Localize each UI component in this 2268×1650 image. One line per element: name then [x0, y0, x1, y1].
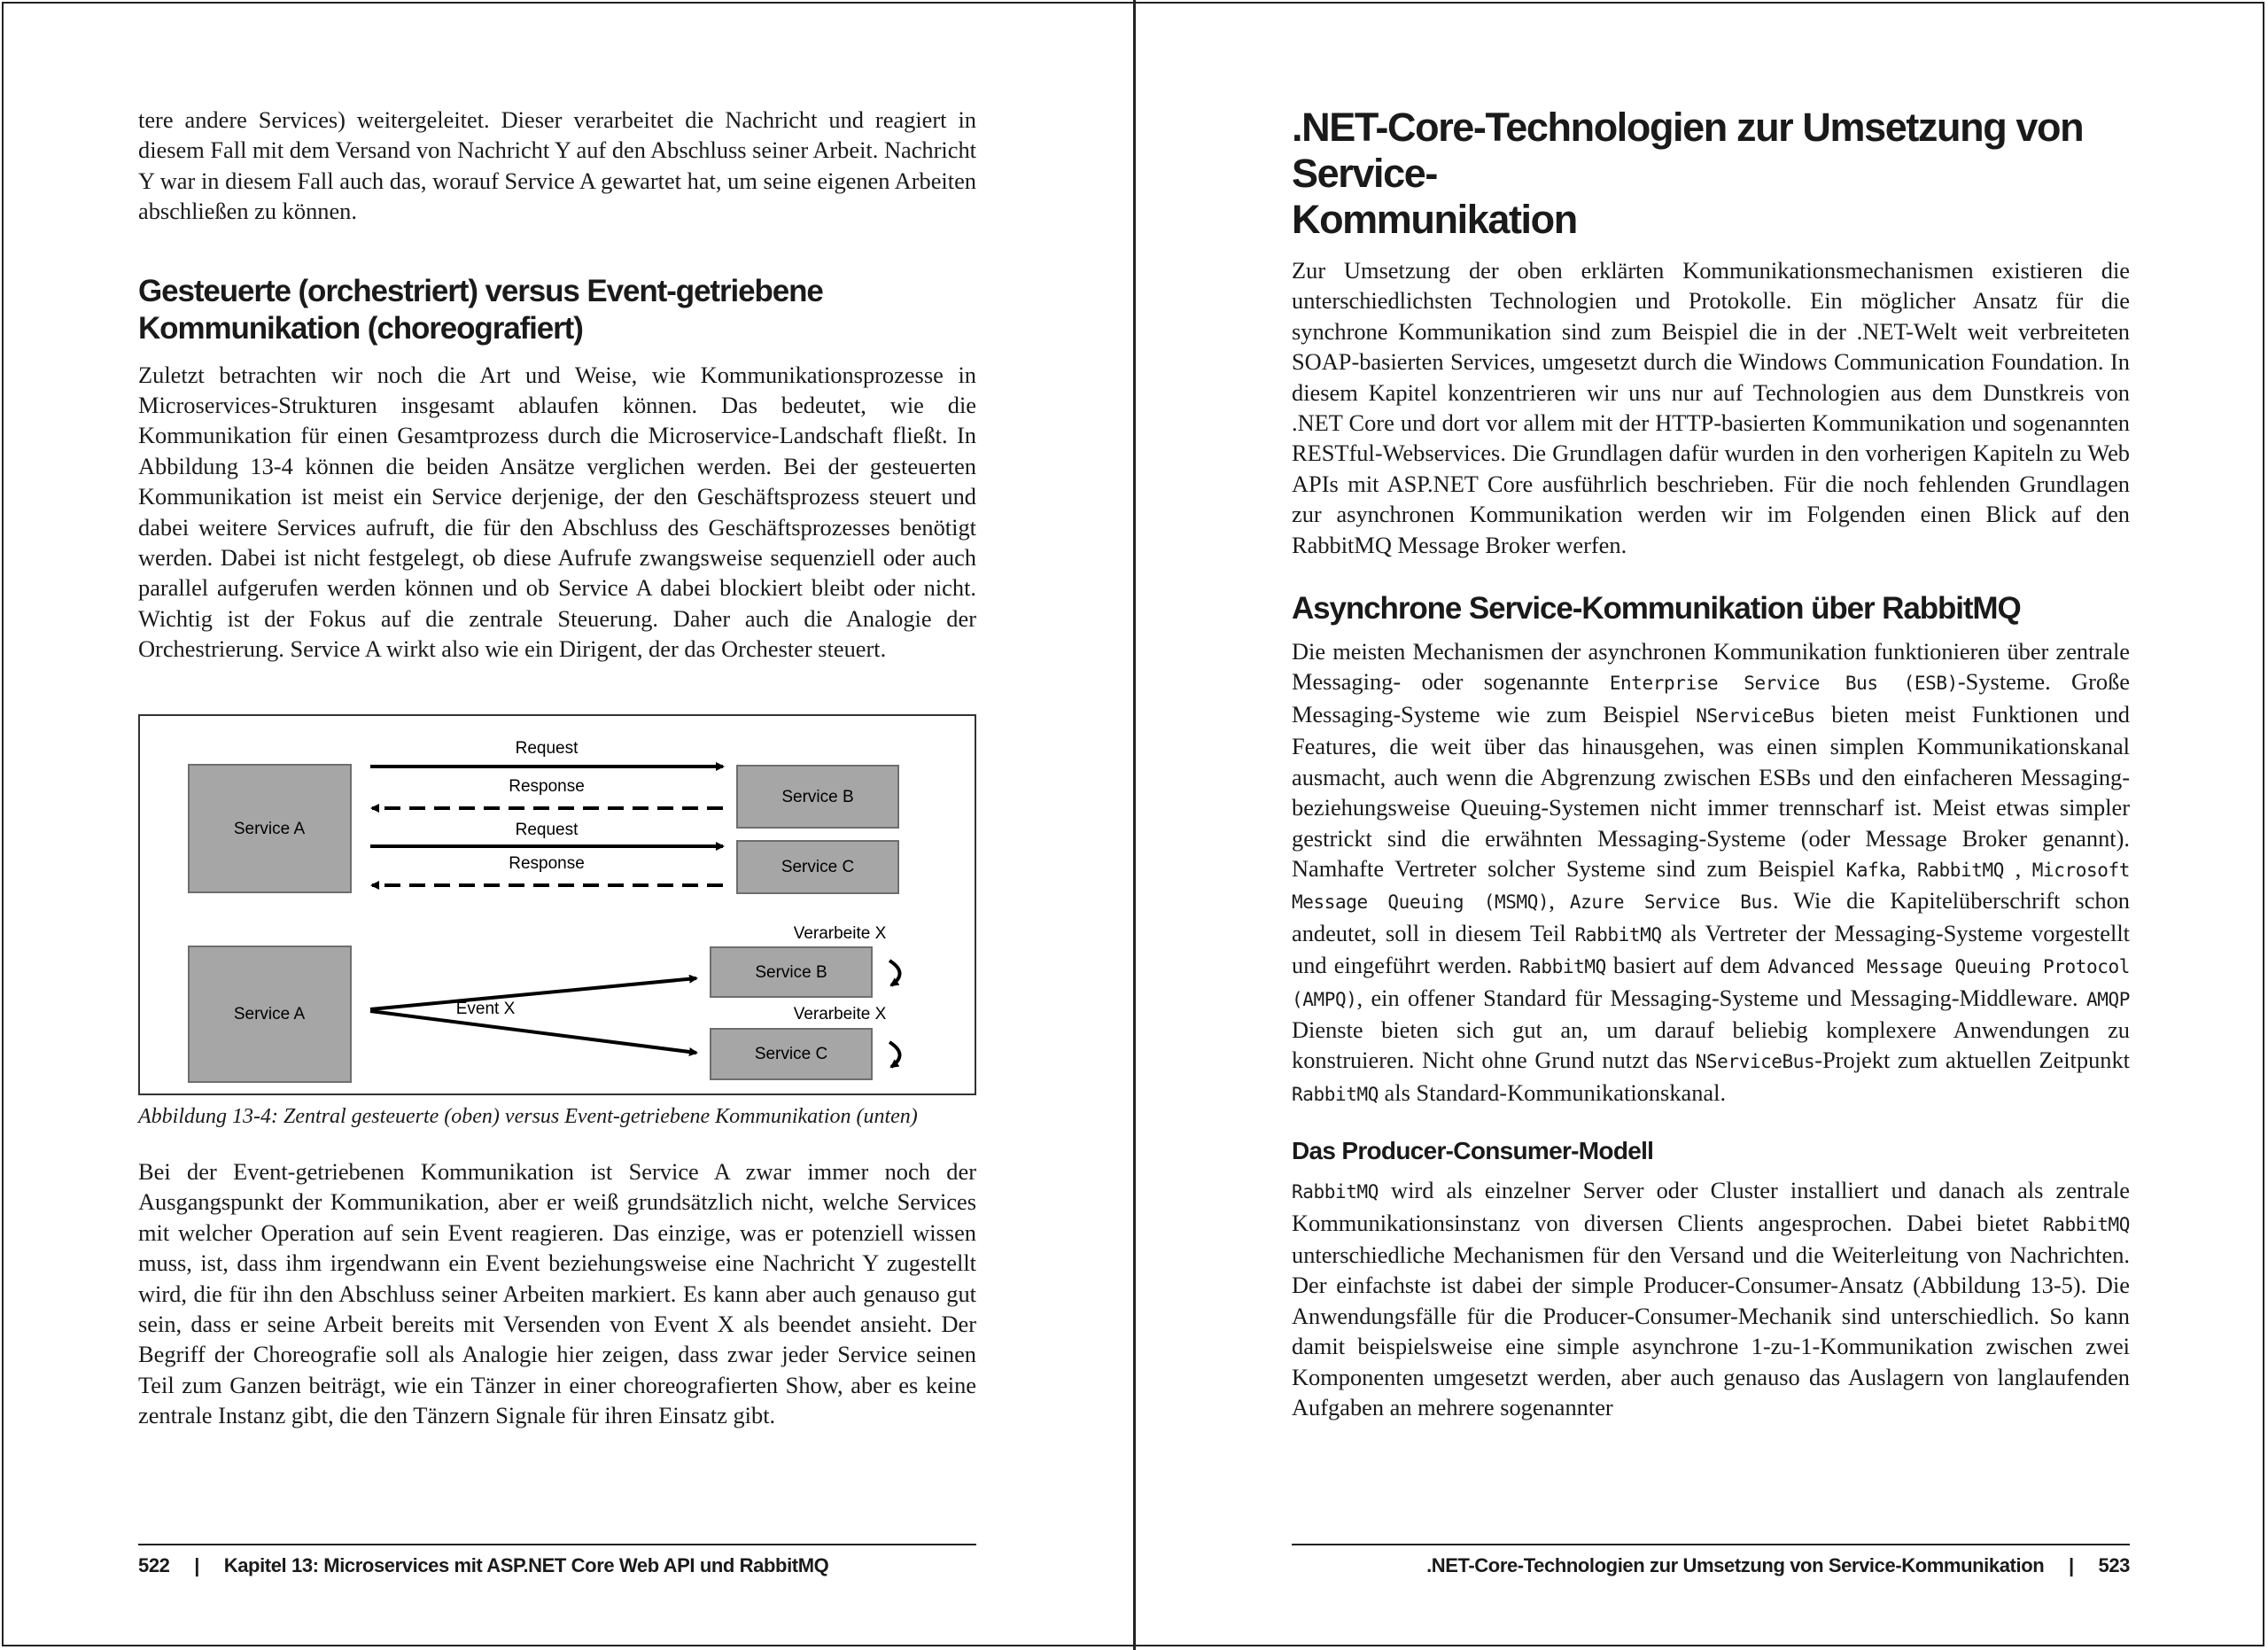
book-spine-divider	[1133, 0, 1136, 1650]
response-label-2: Response	[509, 854, 585, 873]
bottom-service-c-label: Service C	[754, 1045, 828, 1063]
right-page-number: 523	[2098, 1554, 2130, 1576]
code-amqp: AMQP	[2086, 988, 2130, 1010]
event-arrow-to-b	[370, 978, 696, 1009]
code-rabbitmq: RabbitMQ	[1574, 923, 1662, 946]
top-service-c-label: Service C	[781, 858, 855, 876]
top-service-b-label: Service B	[781, 788, 854, 806]
communication-diagram	[140, 716, 975, 1094]
right-footer-rule	[1292, 1544, 2130, 1545]
code-rabbitmq: RabbitMQ	[1292, 1181, 1379, 1203]
left-running-title: Kapitel 13: Microservices mit ASP.NET Core Web API und RabbitMQ	[223, 1554, 829, 1576]
process-label-c: Verarbeite X	[793, 1005, 887, 1023]
right-running-title: .NET-Core-Technologien zur Umsetzung von Service-Kommunikation	[1426, 1554, 2045, 1576]
left-intro-paragraph: tere andere Services) weitergeleitet. Dieser verarbeitet die Nachricht und reagiert in diesem Fall mit dem Versand von Nachricht Y auf den Abschluss seiner Arbeit. Nachricht Y war in diesem Fall auch das, worauf Service A gewartet hat, um seine eigenen Arbeiten abschließen zu können.	[138, 106, 976, 225]
left-paragraph-3: Bei der Event-getriebenen Kommunikation ist Service A zwar immer noch der Ausgangspunkt der Kommunikation, aber er weiß grundsätzlich nicht, welche Services mit welcher Operation auf sein Event reagieren. Das einzige, was er potenziell wissen muss, ist, dass ihm irgendwann ein Event beziehungsweise eine Nachricht Y zugestellt wird, die für ihn den Abschluss seiner Arbeiten markiert. Es kann aber auch genauso gut sein, dass er seine Arbeit bereits mit Versenden von Event X als beendet ansieht. Der Begriff der Choreografie soll als Analogie hier zeigen, dass zwar jeder Service seinen Teil zum Ganzen beiträgt, wie ein Tänzer in einer choreografierten Show, aber es keine zentrale Instanz gibt, die den Tänzern Signale für ihren Einsatz gibt.	[138, 1158, 976, 1429]
left-footer	[138, 1554, 828, 1577]
self-loop-arrow-c	[889, 1042, 900, 1067]
left-footer-rule	[138, 1544, 976, 1545]
left-footer-separator: |	[194, 1554, 199, 1576]
right-page	[1292, 105, 2130, 1422]
right-heading-3: Das Producer-Consumer-Modell	[1292, 1137, 1654, 1165]
event-arrow-to-c	[370, 1011, 696, 1053]
bottom-service-a-label: Service A	[233, 1005, 306, 1023]
left-page	[138, 105, 976, 665]
right-footer	[1426, 1554, 2130, 1577]
code-kafka: Kafka	[1845, 859, 1900, 881]
response-label-1: Response	[509, 777, 585, 796]
code-msmq: Microsoft Message Queuing (MSMQ)	[1292, 859, 2130, 914]
code-esb: Enterprise Service Bus (ESB)	[1609, 673, 1958, 695]
right-heading-2: Asynchrone Service-Kommunikation über RabbitMQ	[1292, 591, 2021, 627]
right-paragraph-2: Die meisten Mechanismen der asynchronen Kommunikation funktionieren über zentrale Messaging- oder sogenannte Enterprise Service Bus (ESB)-Systeme. Große Messaging-Systeme wie zum Beispiel NServiceBus bieten meist Funktionen und Features, die weit über das hinausgehen, was einen simplen Kommunikationskanal ausmacht, auch wenn die Abgrenzung zwischen ESBs und den einfacheren Messaging- beziehungsweise Queuing-Systemen nicht immer trennscharf ist. Meist etwas simpler gestrickt sind die erwähnten Messaging-Systeme (oder Message Broker genannt). Namhafte Vertreter solcher Systeme sind zum Beispiel Kafka, RabbitMQ , Microsoft Message Queuing (MSMQ), Azure Service Bus. Wie die Kapitelüberschrift schon andeutet, soll in diesem Teil RabbitMQ als Vertreter der Messaging-Systeme vorgestellt und eingeführt werden. RabbitMQ basiert auf dem Advanced Message Queuing Protocol (AMPQ), ein offener Standard für Messaging-Systeme und Messaging-Middleware. AMQP Dienste bieten sich gut an, um darauf beliebig komplexere Anwendungen zu konstruieren. Nicht ohne Grund nutzt das NServiceBus-Projekt zum aktuellen Zeitpunkt RabbitMQ als Standard-Kommunikationskanal.	[1292, 638, 2131, 1106]
process-label-b: Verarbeite X	[793, 924, 887, 943]
code-azure-service-bus: Azure Service Bus	[1569, 891, 1773, 914]
left-heading-line-1: Gesteuerte (orchestriert) versus Event-getriebene	[138, 273, 823, 308]
right-paragraph-1: Zur Umsetzung der oben erklärten Kommunikationsmechanismen existieren die unterschiedlichsten Technologien und Protokolle. Ein möglicher Ansatz für die synchrone Kommunikation sind zum Beispiel die in der .NET-Welt weit verbreiteten SOAP-basierten Services, umgesetzt durch die Windows Communication Foundation. In diesem Kapitel konzentrieren wir uns nur auf Technologien aus dem Dunstkreis von .NET Core und dort vor allem mit der HTTP-basierten Kommunikation und sogenannten RESTful-Webservices. Die Grundlagen dafür wurden in den vorherigen Kapiteln zu Web APIs mit ASP.NET Core ausführlich beschrieben. Für die noch fehlenden Grundlagen zur asynchronen Kommunikation werden wir im Folgenden einen Blick auf den RabbitMQ Message Broker werfen.	[1292, 257, 2130, 558]
code-rabbitmq: RabbitMQ	[1292, 1083, 1379, 1105]
left-heading-line-2: Kommunikation (choreografiert)	[138, 310, 583, 346]
request-label-2: Request	[515, 821, 579, 839]
event-label: Event X	[455, 1000, 516, 1018]
right-heading-line-1: .NET-Core-Technologien zur Umsetzung von Service-	[1292, 105, 2084, 196]
left-paragraph-2: Zuletzt betrachten wir noch die Art und Weise, wie Kommunikationsprozesse in Microservices-Strukturen insgesamt ablaufen können. Das bedeutet, wie die Kommunikation für einen Gesamtprozess durch die Microservice-Landschaft fließt. In Abbildung 13-4 können die beiden Ansätze verglichen werden. Bei der gesteuerten Kommunikation ist meist ein Service derjenige, der den Geschäftsprozess steuert und dabei weitere Services aufruft, die für den Abschluss des Geschäftsprozesses benötigt werden. Dabei ist nicht festgelegt, ob diese Aufrufe zwangsweise sequenziell oder auch parallel aufgerufen werden können und ob Service A dabei blockiert bleibt oder nicht. Wichtig ist der Fokus auf die zentrale Steuerung. Daher auch die Analogie der Orchestrierung. Service A wirkt also wie ein Dirigent, der das Orchester steuert.	[138, 361, 976, 663]
code-nservicebus: NServiceBus	[1695, 1051, 1815, 1073]
figure-caption: Abbildung 13-4: Zentral gesteuerte (oben) versus Event-getriebene Kommunikation (unten)	[138, 1105, 918, 1128]
code-rabbitmq: RabbitMQ	[2043, 1213, 2130, 1235]
code-nservicebus: NServiceBus	[1696, 704, 1815, 727]
left-page-number: 522	[138, 1554, 170, 1576]
right-heading-line-2: Kommunikation	[1292, 197, 1577, 242]
top-service-a-label: Service A	[233, 820, 306, 838]
code-rabbitmq: RabbitMQ	[1917, 859, 2004, 881]
right-footer-separator: |	[2069, 1554, 2074, 1576]
request-label-1: Request	[515, 739, 579, 758]
code-ampq: Advanced Message Queuing Protocol (AMPQ)	[1292, 956, 2130, 1010]
figure-13-4	[138, 714, 976, 1095]
code-rabbitmq: RabbitMQ	[1518, 956, 1606, 978]
bottom-service-b-label: Service B	[755, 963, 827, 982]
right-paragraph-3: RabbitMQ wird als einzelner Server oder Cluster installiert und danach als zentrale Kommunikationsinstanz von diversen Clients angesprochen. Dabei bietet RabbitMQ unterschiedliche Mechanismen für den Versand und die Weiterleitung von Nachrichten. Der einfachste ist dabei der simple Producer-Consumer-Ansatz (Abbildung 13-5). Die Anwendungsfälle für die Producer-Consumer-Mechanik sind unterschiedlich. So kann damit beispielsweise eine simple asynchrone 1-zu-1-Kommunikation zwischen zwei Komponenten umgesetzt werden, aber auch genauso das Auslagern von langlaufenden Aufgaben an mehrere sogenannter	[1292, 1177, 2130, 1420]
self-loop-arrow-b	[889, 961, 900, 985]
left-lower-block	[138, 1103, 976, 1431]
